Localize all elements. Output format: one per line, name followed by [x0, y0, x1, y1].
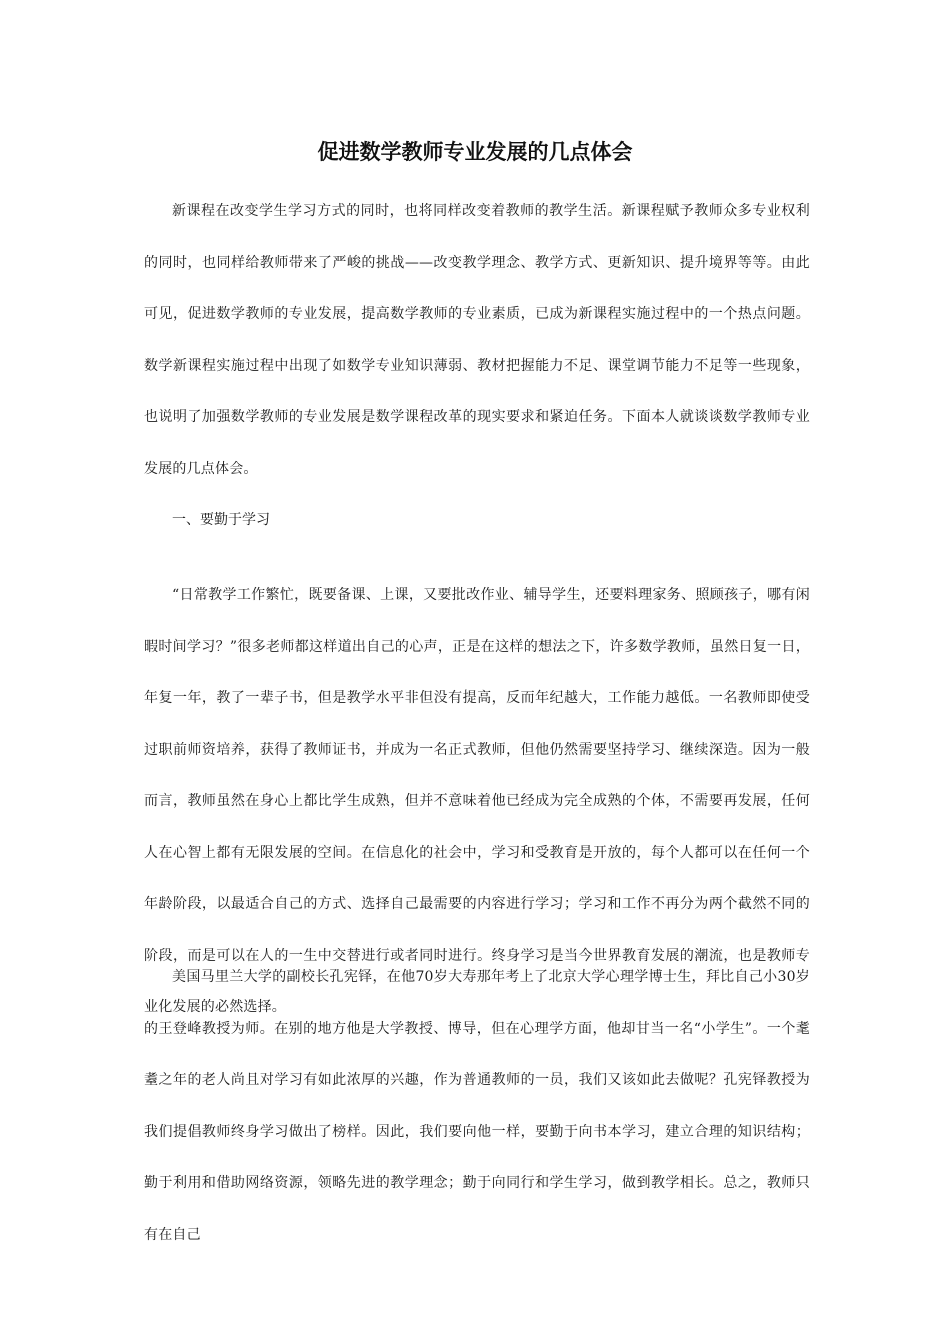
document-title: 促进数学教师专业发展的几点体会: [317, 140, 633, 164]
section-heading: 一、要勤于学习: [172, 512, 270, 528]
paragraph-intro: 新课程在改变学生学习方式的同时，也将同样改变着教师的教学生活。新课程赋予教师众多专业权利的同时，也同样给教师带来了严峻的挑战——改变教学理念、教学方式、更新知识、提升境界等等。由此可见，促进数学教师的专业发展，提高数学教师的专业素质，已成为新课程实施过程中的一个热点问题。数学新课程实施过程中出现了如数学专业知识薄弱、教材把握能力不足、课堂调节能力不足等一些现象，也说明了加强数学教师的专业发展是数学课程改革的现实要求和紧迫任务。下面本人就谈谈数学教师专业发展的几点体会。: [144, 203, 810, 477]
paragraph-learning: “日常教学工作繁忙，既要备课、上课，又要批改作业、辅导学生，还要料理家务、照顾孩子，哪有闲暇时间学习？”很多老师都这样道出自己的心声，正是在这样的想法之下，许多数学教师，虽然日复一日，年复一年，教了一辈子书，但是教学水平非但没有提高，反而年纪越大，工作能力越低。一名教师即使受过职前师资培养，获得了教师证书，并成为一名正式教师，但他仍然需要坚持学习、继续深造。因为一般而言，教师虽然在身心上都比学生成熟，但并不意味着他已经成为完全成熟的个体，不需要再发展，任何人在心智上都有无限发展的空间。在信息化的社会中，学习和受教育是开放的，每个人都可以在任何一个年龄阶段，以最适合自己的方式、选择自己最需要的内容进行学习；学习和工作不再分为两个截然不同的阶段，而是可以在人的一生中交替进行或者同时进行。终身学习是当今世界教育发展的潮流，也是教师专业化发展的必然选择。: [144, 587, 810, 1015]
paragraph-example: 美国马里兰大学的副校长孔宪铎，在他70岁大寿那年考上了北京大学心理学博士生，拜比自己小30岁的王登峰教授为师。在别的地方他是大学教授、博导，但在心理学方面，他却甘当一名“小学生”。一个耄耋之年的老人尚且对学习有如此浓厚的兴趣，作为普通教师的一员，我们又该如此去做呢？孔宪铎教授为我们提倡教师终身学习做出了榜样。因此，我们要向他一样，要勤于向书本学习，建立合理的知识结构；勤于利用和借助网络资源，领略先进的教学理念；勤于向同行和学生学习，做到教学相长。总之，教师只有在自己: [144, 969, 810, 1243]
